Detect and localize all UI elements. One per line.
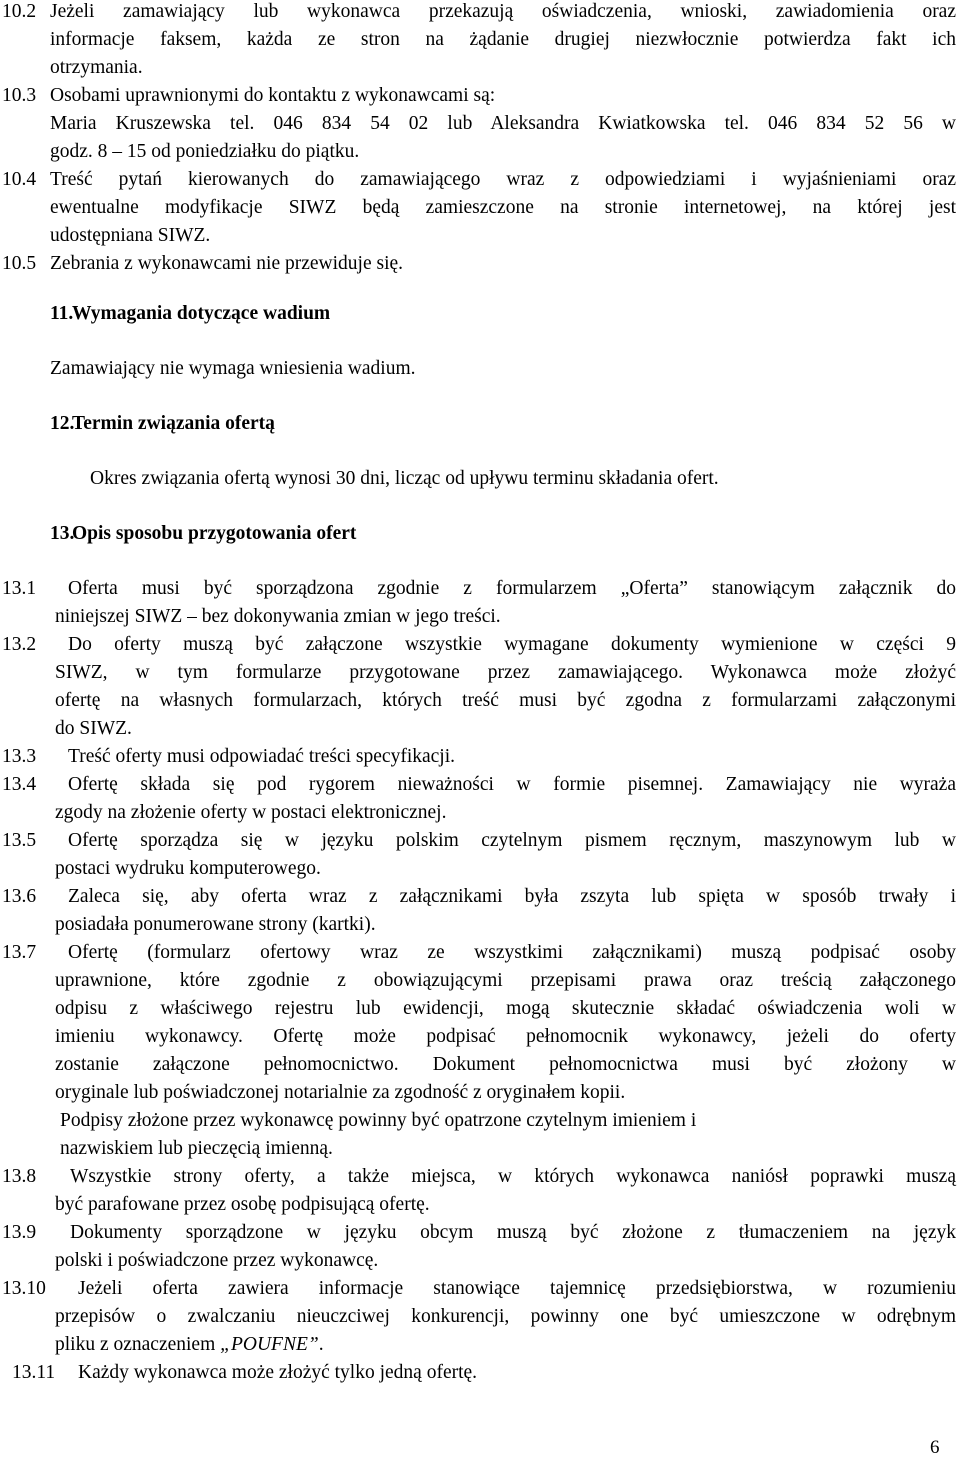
poufne-marking: „POUFNE” [220,1334,319,1355]
clause-line: otrzymania. [50,57,143,78]
clause-number: 13.8 [2,1166,37,1187]
clause-number: 13.4 [2,774,37,795]
page-number: 6 [930,1437,940,1458]
clause-line: Oferta musi być sporządzona zgodnie z formularzem „Oferta” stanowiącym załącznik do [68,578,956,599]
clause-line: godz. 8 – 15 od poniedziałku do piątku. [50,141,360,162]
clause-line: Maria Kruszewska tel. 046 834 54 02 lub Aleksandra Kwiatkowska tel. 046 834 52 56 w [50,113,956,134]
clause-line-suffix: . [318,1334,324,1355]
clause-line: Każdy wykonawca może złożyć tylko jedną ofertę. [78,1362,478,1383]
clause-line: do SIWZ. [55,718,132,739]
clause-number: 13.3 [2,746,37,767]
clause-number: 10.2 [2,1,37,22]
clause-line: informacje faksem, każda ze stron na żądanie drugiej niezwłocznie potwierdza fakt ich [50,29,956,50]
clause-line: imieniu wykonawcy. Ofertę może podpisać pełnomocnik wykonawcy, jeżeli do oferty [55,1026,956,1047]
section-number: 11. [50,303,74,324]
clause-line-prefix: pliku z oznaczeniem [55,1334,221,1355]
clause-line: uprawnione, które zgodnie z obowiązującymi przepisami prawa oraz treścią załączonego [55,970,956,991]
clause-line: Treść pytań kierowanych do zamawiającego wraz z odpowiedziami i wyjaśnieniami oraz [50,169,956,190]
clause-number: 13.6 [2,886,37,907]
section-number: 13. [50,523,75,544]
clause-number: 13.5 [2,830,37,851]
clause-number: 13.11 [12,1362,56,1383]
clause-line: polski i poświadczone przez wykonawcę. [55,1250,379,1271]
clause-line: być parafowane przez osobę podpisującą ofertę. [55,1194,430,1215]
clause-line: udostępniana SIWZ. [50,225,211,246]
clause-line: SIWZ, w tym formularze przygotowane przez zamawiającego. Wykonawca może złożyć [55,662,956,683]
clause-line: Do oferty muszą być załączone wszystkie wymagane dokumenty wymienione w części 9 [68,634,956,655]
clause-number: 10.3 [2,85,37,106]
clause-line: odpisu z właściwego rejestru lub ewidencji, mogą skutecznie składać oświadczenia woli w [55,998,956,1019]
clause-number: 13.10 [2,1278,46,1299]
clause-number: 13.2 [2,634,37,655]
clause-line: przepisów o zwalczaniu nieuczciwej konkurencji, powinny one być umieszczone w odrębnym [55,1306,956,1327]
clause-line: Ofertę (formularz ofertowy wraz ze wszystkimi załącznikami) muszą podpisać osoby [68,942,956,963]
section-title: Termin związania ofertą [72,413,275,434]
clause-number: 13.9 [2,1222,37,1243]
section-title: Wymagania dotyczące wadium [72,303,331,324]
clause-line: zgody na złożenie oferty w postaci elektronicznej. [55,802,447,823]
section-number: 12. [50,413,75,434]
clause-line: Ofertę sporządza się w języku polskim czytelnym pismem ręcznym, maszynowym lub w [68,830,956,851]
clause-line: Zebrania z wykonawcami nie przewiduje się. [50,253,404,274]
clause-line: Jeżeli zamawiający lub wykonawca przekazują oświadczenia, wnioski, zawiadomienia oraz [50,1,956,22]
clause-line: oryginale lub poświadczonej notarialnie za zgodność z oryginałem kopii. [55,1082,626,1103]
clause-line: Treść oferty musi odpowiadać treści specyfikacji. [68,746,456,767]
clause-number: 13.7 [2,942,37,963]
clause-line [55,1331,324,1359]
clause-line: zostanie załączone pełnomocnictwo. Dokument pełnomocnictwa musi być złożony w [55,1054,956,1075]
clause-line: Wszystkie strony oferty, a także miejsca, w których wykonawca naniósł poprawki muszą [70,1166,956,1187]
clause-line: Jeżeli oferta zawiera informacje stanowiące tajemnicę przedsiębiorstwa, w rozumieniu [78,1278,956,1299]
clause-line: Ofertę składa się pod rygorem nieważności w formie pisemnej. Zamawiający nie wyraża [68,774,956,795]
clause-note-line: nazwiskiem lub pieczęcią imienną. [60,1138,333,1159]
clause-number: 10.5 [2,253,37,274]
clause-line: postaci wydruku komputerowego. [55,858,321,879]
clause-number: 10.4 [2,169,37,190]
clause-line: ofertę na własnych formularzach, których treść musi być zgodna z formularzami załączonymi [55,690,956,711]
section-body: Zamawiający nie wymaga wniesienia wadium. [50,358,416,379]
clause-line: Zaleca się, aby oferta wraz z załącznikami była zszyta lub spięta w sposób trwały i [68,886,956,907]
section-title: Opis sposobu przygotowania ofert [72,523,357,544]
clause-line: ewentualne modyfikacje SIWZ będą zamieszczone na stronie internetowej, na której jest [50,197,956,218]
section-body: Okres związania ofertą wynosi 30 dni, licząc od upływu terminu składania ofert. [90,468,719,489]
clause-line: niniejszej SIWZ – bez dokonywania zmian w jego treści. [55,606,501,627]
clause-line: Dokumenty sporządzone w języku obcym muszą być złożone z tłumaczeniem na język [70,1222,956,1243]
clause-number: 13.1 [2,578,37,599]
clause-note-line: Podpisy złożone przez wykonawcę powinny być opatrzone czytelnym imieniem i [60,1110,697,1131]
clause-line: posiadała ponumerowane strony (kartki). [55,914,376,935]
clause-line: Osobami uprawnionymi do kontaktu z wykonawcami są: [50,85,496,106]
